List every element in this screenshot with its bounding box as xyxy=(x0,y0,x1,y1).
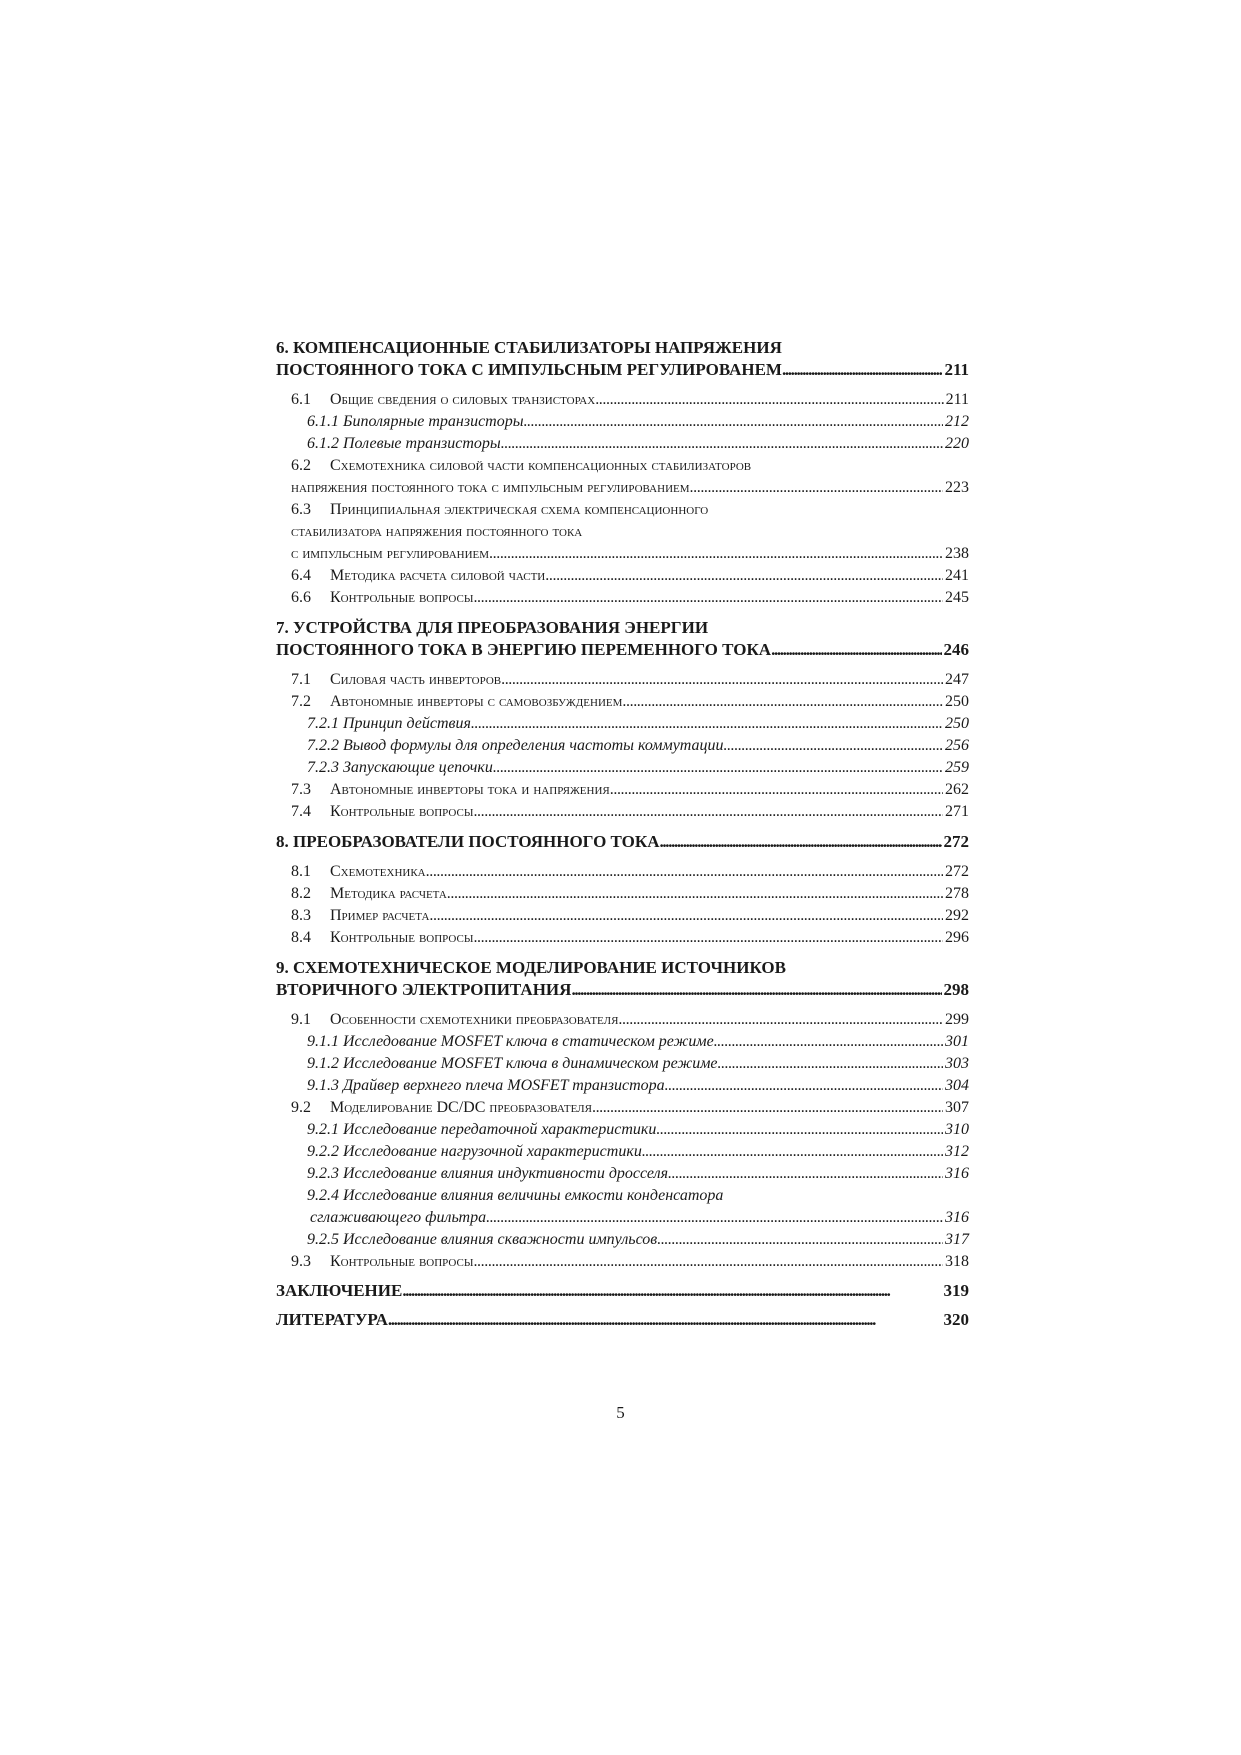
toc-entry-7-2-2[interactable]: 7.2.2 Вывод формулы для определения частоты коммутации . . . 256 xyxy=(276,735,969,757)
toc-entry-8-2[interactable]: 8.2 Методика расчета . . . 278 xyxy=(276,883,969,905)
page-number: 5 xyxy=(616,1403,625,1422)
toc-entry-6-1-1[interactable]: 6.1.1 Биполярные транзисторы . . . 212 xyxy=(276,411,969,433)
toc-entry-9-1-1[interactable]: 9.1.1 Исследование MOSFET ключа в статическом режиме . . . 301 xyxy=(276,1031,969,1053)
toc-entry-6-3-cont2[interactable]: с импульсным регулированием . . . 238 xyxy=(276,543,969,565)
toc-entry-8-3[interactable]: 8.3 Пример расчета . . . 292 xyxy=(276,905,969,927)
chapter-8-heading[interactable] xyxy=(276,831,969,853)
toc-entry-7-2-1[interactable]: 7.2.1 Принцип действия . . . 250 xyxy=(276,713,969,735)
toc-entry-7-2-3[interactable]: 7.2.3 Запускающие цепочки . . . 259 xyxy=(276,757,969,779)
toc-entry-9-3[interactable]: 9.3 Контрольные вопросы . . . 318 xyxy=(276,1251,969,1273)
toc-entry-8-4[interactable]: 8.4 Контрольные вопросы . . . 296 xyxy=(276,927,969,949)
chapter-8-page: 272 xyxy=(943,832,969,851)
toc-entry-7-1[interactable]: 7.1 Силовая часть инверторов . . . 247 xyxy=(276,669,969,691)
chapter-9-page: 298 xyxy=(943,980,969,999)
chapter-9-title-line2: ВТОРИЧНОГО ЭЛЕКТРОПИТАНИЯ xyxy=(276,980,572,999)
chapter-6-title-line1: 6. КОМПЕНСАЦИОННЫЕ СТАБИЛИЗАТОРЫ НАПРЯЖЕНИЯ xyxy=(276,338,782,357)
toc-entry-7-3[interactable]: 7.3 Автономные инверторы тока и напряжения . . . 262 xyxy=(276,779,969,801)
toc-entry-9-2[interactable]: 9.2 Моделирование DC/DC преобразователя . . . 307 xyxy=(276,1097,969,1119)
toc-entry-6-3[interactable]: 6.3 Принципиальная электрическая схема компенсационного xyxy=(291,501,709,518)
toc-entry-6-4[interactable]: 6.4 Методика расчета силовой части . . . 241 xyxy=(276,565,969,587)
chapter-7-heading[interactable] xyxy=(276,639,969,661)
table-of-contents xyxy=(276,337,969,1331)
toc-entry-7-2[interactable]: 7.2 Автономные инверторы с самовозбуждением . . . 250 xyxy=(276,691,969,713)
toc-entry-9-2-4[interactable]: 9.2.4 Исследование влияния величины емкости конденсатора xyxy=(307,1187,724,1204)
toc-entry-8-1[interactable]: 8.1 Схемотехника . . . 272 xyxy=(276,861,969,883)
toc-entry-9-1-3[interactable]: 9.1.3 Драйвер верхнего плеча MOSFET транзистора . . . 304 xyxy=(276,1075,969,1097)
chapter-6-page: 211 xyxy=(944,360,969,379)
toc-entry-9-2-3[interactable]: 9.2.3 Исследование влияния индуктивности дросселя . . . 316 xyxy=(276,1163,969,1185)
toc-literature[interactable]: ЛИТЕРАТУРА . . . 320 xyxy=(276,1309,969,1331)
toc-entry-6-2-cont[interactable]: напряжения постоянного тока с импульсным регулированием . . . 223 xyxy=(276,477,969,499)
toc-entry-9-1-2[interactable]: 9.1.2 Исследование MOSFET ключа в динамическом режиме . . . 303 xyxy=(276,1053,969,1075)
toc-conclusion[interactable]: ЗАКЛЮЧЕНИЕ . . . 319 xyxy=(276,1280,969,1302)
toc-entry-7-4[interactable]: 7.4 Контрольные вопросы . . . 271 xyxy=(276,801,969,823)
toc-entry-6-1[interactable]: 6.1 Общие сведения о силовых транзисторах . . . 211 xyxy=(276,389,969,411)
chapter-8-title: 8. ПРЕОБРАЗОВАТЕЛИ ПОСТОЯННОГО ТОКА xyxy=(276,832,660,851)
toc-entry-6-6[interactable]: 6.6 Контрольные вопросы . . . 245 xyxy=(276,587,969,609)
toc-entry-9-2-4-cont[interactable]: сглаживающего фильтра . . . 316 xyxy=(276,1207,969,1229)
toc-entry-9-2-1[interactable]: 9.2.1 Исследование передаточной характеристики . . . 310 xyxy=(276,1119,969,1141)
chapter-7-page: 246 xyxy=(943,640,969,659)
chapter-7-title-line1: 7. УСТРОЙСТВА ДЛЯ ПРЕОБРАЗОВАНИЯ ЭНЕРГИИ xyxy=(276,618,709,637)
toc-entry-6-2[interactable]: 6.2 Схемотехника силовой части компенсационных стабилизаторов xyxy=(291,457,752,474)
chapter-6-heading[interactable] xyxy=(276,359,969,381)
chapter-6-title-line2: ПОСТОЯННОГО ТОКА С ИМПУЛЬСНЫМ РЕГУЛИРОВАНЕМ xyxy=(276,360,782,379)
chapter-9-title-line1: 9. СХЕМОТЕХНИЧЕСКОЕ МОДЕЛИРОВАНИЕ ИСТОЧНИКОВ xyxy=(276,958,786,977)
toc-entry-9-1[interactable]: 9.1 Особенности схемотехники преобразователя . . . 299 xyxy=(276,1009,969,1031)
chapter-7-title-line2: ПОСТОЯННОГО ТОКА В ЭНЕРГИЮ ПЕРЕМЕННОГО ТОКА xyxy=(276,640,772,659)
toc-entry-9-2-2[interactable]: 9.2.2 Исследование нагрузочной характеристики . . . 312 xyxy=(276,1141,969,1163)
toc-entry-6-3-cont1: стабилизатора напряжения постоянного тока xyxy=(291,523,583,540)
toc-entry-6-1-2[interactable]: 6.1.2 Полевые транзисторы . . . 220 xyxy=(276,433,969,455)
toc-entry-9-2-5[interactable]: 9.2.5 Исследование влияния скважности импульсов . . . 317 xyxy=(276,1229,969,1251)
chapter-9-heading[interactable] xyxy=(276,979,969,1001)
